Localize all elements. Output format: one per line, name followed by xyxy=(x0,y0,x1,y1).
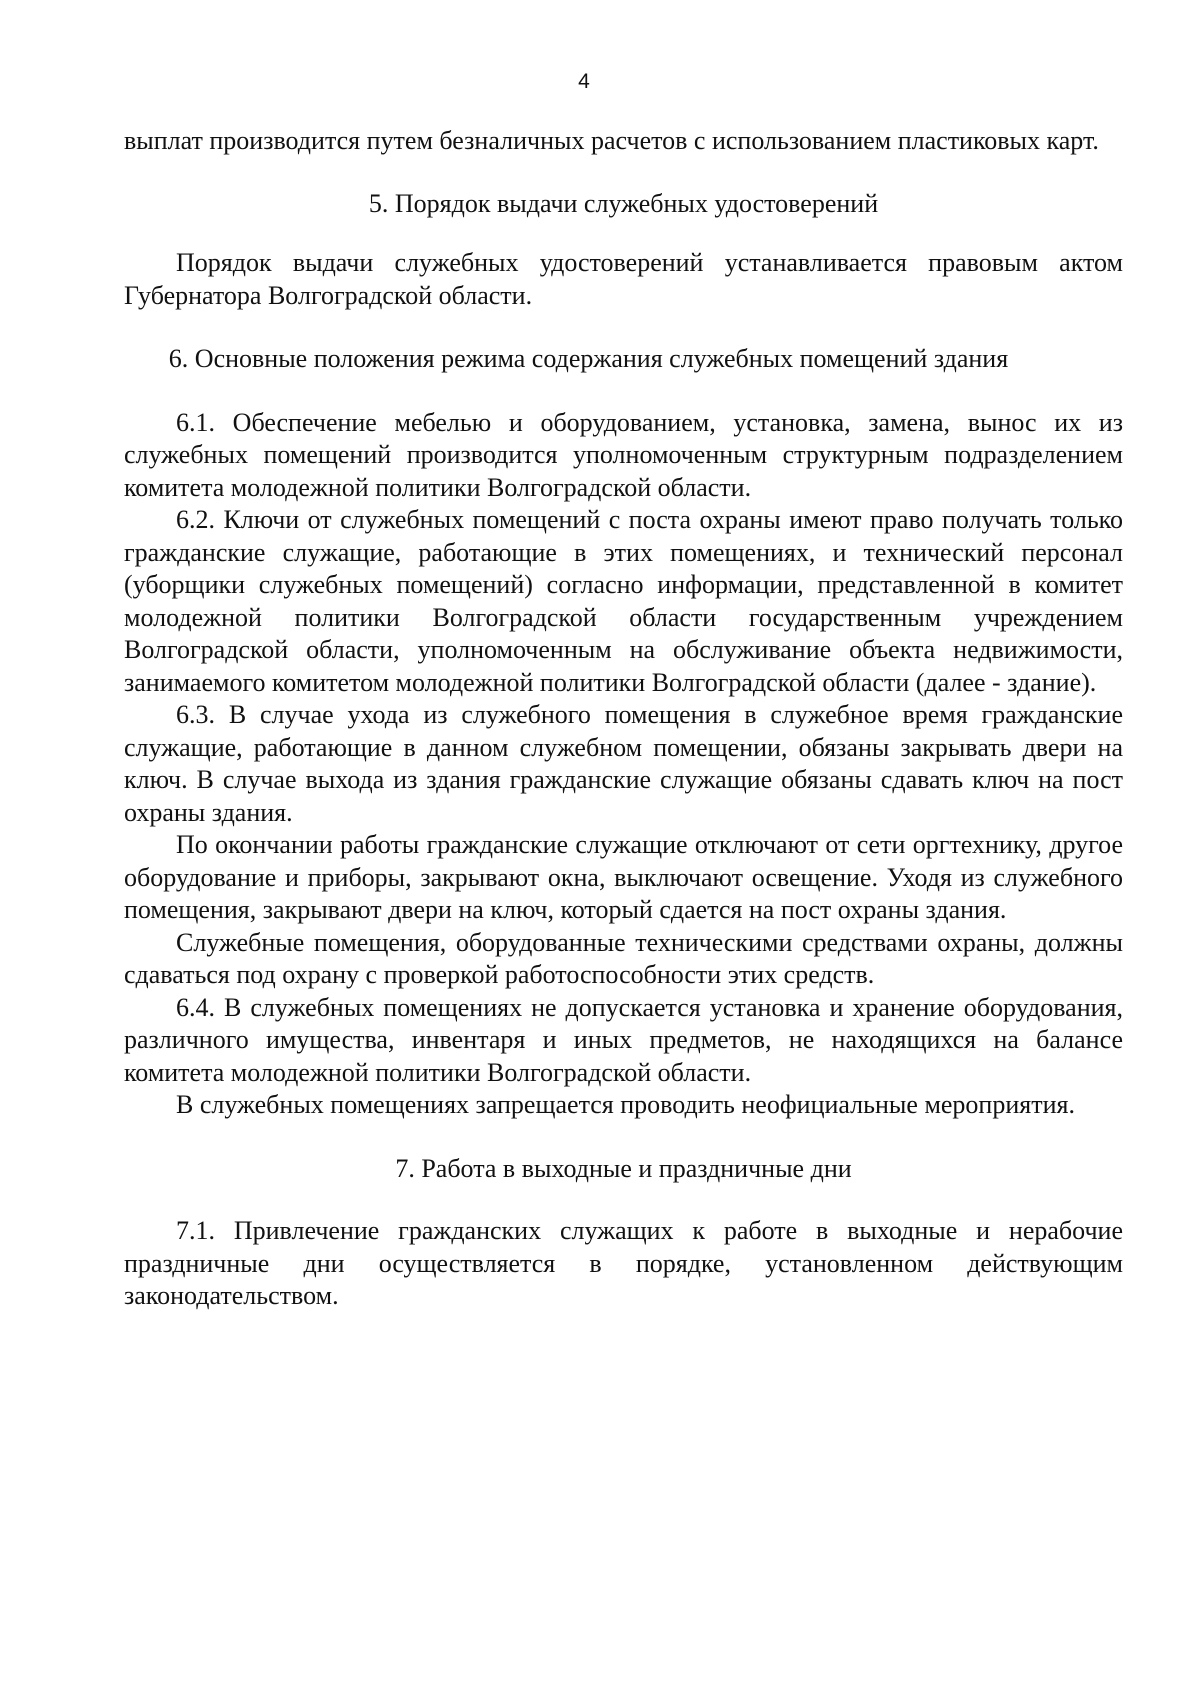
paragraph-6-4-events: В служебных помещениях запрещается проводить неофициальные мероприятия. xyxy=(176,1090,1075,1119)
paragraph-6-4: 6.4. В служебных помещениях не допускается установка и хранение оборудования, различного имущества, инвентаря и иных предметов, не находящихся на балансе комитета молодежной политики Волгоградской области. xyxy=(124,992,1123,1087)
section-5-paragraph: Порядок выдачи служебных удостоверений устанавливается правовым актом Губернатора Волгоградской области. xyxy=(124,248,1123,310)
page-number: 4 xyxy=(578,70,590,93)
paragraph-6-3-security: Служебные помещения, оборудованные техническими средствами охраны, должны сдаваться под охрану с проверкой работоспособности этих средств. xyxy=(124,927,1123,989)
section-5-heading: 5. Порядок выдачи служебных удостоверений xyxy=(368,188,879,218)
paragraph-continuation: выплат производится путем безналичных расчетов с использованием пластиковых карт. xyxy=(124,126,1099,155)
paragraph-7-1: 7.1. Привлечение гражданских служащих к работе в выходные и нерабочие праздничные дни осуществляется в порядке, установленном действующим законодательством. xyxy=(124,1216,1123,1310)
paragraph-6-2: 6.2. Ключи от служебных помещений с поста охраны имеют право получать только гражданские служащие, работающие в этих помещениях, и технический персонал (уборщики служебных помещений) согласно информации, представленной в комитет молодежной политики Волгоградской области государственным учреждением Волгоградской области, уполномоченным на обслуживание объекта недвижимости, занимаемого комитетом молодежной политики Волгоградской области (далее - здание). xyxy=(124,505,1123,697)
paragraph-6-3-work-end: По окончании работы гражданские служащие отключают от сети оргтехнику, другое оборудование и приборы, закрывают окна, выключают освещение. Уходя из служебного помещения, закрывают двери на ключ, который сдается на пост охраны здания. xyxy=(124,830,1123,924)
section-6-heading: 6. Основные положения режима содержания служебных помещений здания xyxy=(168,344,1009,373)
paragraph-6-1: 6.1. Обеспечение мебелью и оборудованием, установка, замена, вынос их из служебных помещений производится уполномоченным структурным подразделением комитета молодежной политики Волгоградской области. xyxy=(124,407,1123,502)
section-7-heading: 7. Работа в выходные и праздничные дни xyxy=(395,1153,852,1183)
document-page xyxy=(124,0,1123,1697)
paragraph-6-3: 6.3. В случае ухода из служебного помещения в служебное время гражданские служащие, работающие в данном служебном помещении, обязаны закрывать двери на ключ. В случае выхода из здания гражданские служащие обязаны сдавать ключ на пост охраны здания. xyxy=(124,700,1123,827)
document-body xyxy=(124,125,1123,1313)
